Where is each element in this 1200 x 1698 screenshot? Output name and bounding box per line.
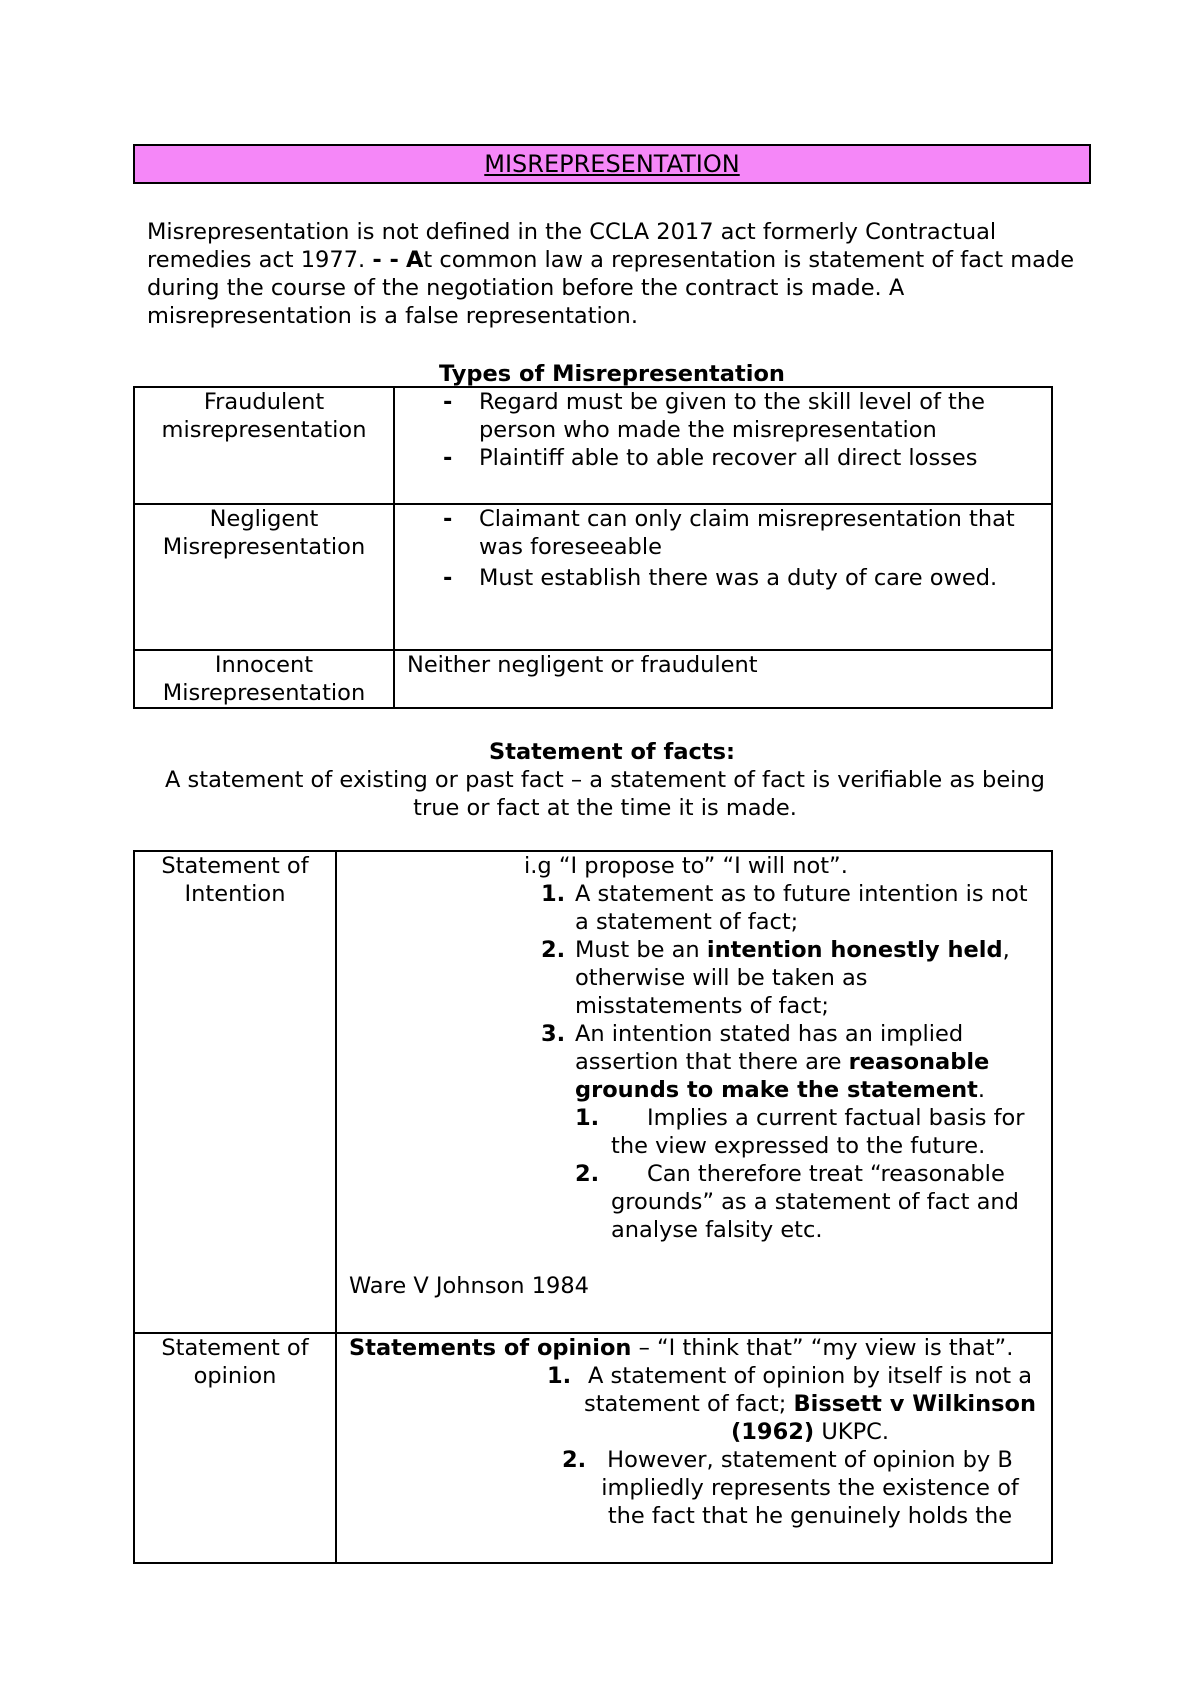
statement-content bbox=[336, 851, 1052, 1333]
list-item: - Regard must be given to the skill level of the person who made the misrepresentation bbox=[407, 388, 1039, 444]
type-label: Fraudulent misrepresentation bbox=[134, 387, 394, 504]
table-row bbox=[134, 1333, 1052, 1563]
table-row bbox=[134, 504, 1052, 650]
case-citation: Ware V Johnson 1984 bbox=[349, 1273, 589, 1299]
types-table bbox=[133, 386, 1053, 709]
list-item: 1. A statement of opinion by itself is not a statement of fact; Bissett v Wilkinson (1962) UKPC. bbox=[547, 1363, 1037, 1445]
intro-paragraph: Misrepresentation is not defined in the CCLA 2017 act formerly Contractual remedies act 1977. - - At common law a representation is statement of fact made during the course of the negotiation before the contract is made. A misrepresentation is a false representation. bbox=[147, 219, 1075, 329]
page-title: MISREPRESENTATION bbox=[133, 144, 1091, 184]
type-description: Neither negligent or fraudulent bbox=[394, 650, 1052, 708]
list-item: 1. A statement as to future intention is not a statement of fact; bbox=[541, 881, 1028, 935]
type-label: Innocent Misrepresentation bbox=[134, 650, 394, 708]
facts-description: A statement of existing or past fact – a statement of fact is verifiable as being true or fact at the time it is made. bbox=[165, 767, 1045, 821]
table-row bbox=[134, 851, 1052, 1333]
list-item: 3. An intention stated has an implied assertion that there are reasonable grounds to make the statement. bbox=[541, 1021, 990, 1103]
statement-label: Statement of Intention bbox=[134, 851, 336, 1333]
statement-label: Statement of opinion bbox=[134, 1333, 336, 1563]
intention-example: i.g “I propose to” “I will not”. bbox=[524, 853, 848, 879]
table-row bbox=[134, 650, 1052, 708]
list-item: 2. Must be an intention honestly held, otherwise will be taken as misstatements of fact; bbox=[541, 937, 1010, 1019]
types-heading: Types of Misrepresentation bbox=[439, 361, 785, 387]
table-row bbox=[134, 387, 1052, 504]
list-item: - Claimant can only claim misrepresentation that was foreseeable bbox=[407, 505, 1039, 561]
list-item: 2. However, statement of opinion by B impliedly represents the existence of the fact that he genuinely holds the bbox=[562, 1447, 1019, 1529]
sub-list-item: 2. Can therefore treat “reasonable grounds” as a statement of fact and analyse falsity etc. bbox=[575, 1161, 1019, 1243]
type-label: Negligent Misrepresentation bbox=[134, 504, 394, 650]
list-item: - Plaintiff able to able recover all direct losses bbox=[407, 444, 1039, 472]
statements-table bbox=[133, 850, 1053, 1564]
sub-list-item: 1. Implies a current factual basis for the view expressed to the future. bbox=[575, 1105, 1025, 1159]
list-item: - Must establish there was a duty of care owed. bbox=[407, 564, 1039, 592]
facts-heading: Statement of facts: bbox=[488, 739, 735, 765]
opinion-lead: Statements of opinion – “I think that” “my view is that”. bbox=[349, 1335, 1014, 1361]
statement-content bbox=[336, 1333, 1052, 1563]
type-description bbox=[394, 504, 1052, 650]
type-description bbox=[394, 387, 1052, 504]
